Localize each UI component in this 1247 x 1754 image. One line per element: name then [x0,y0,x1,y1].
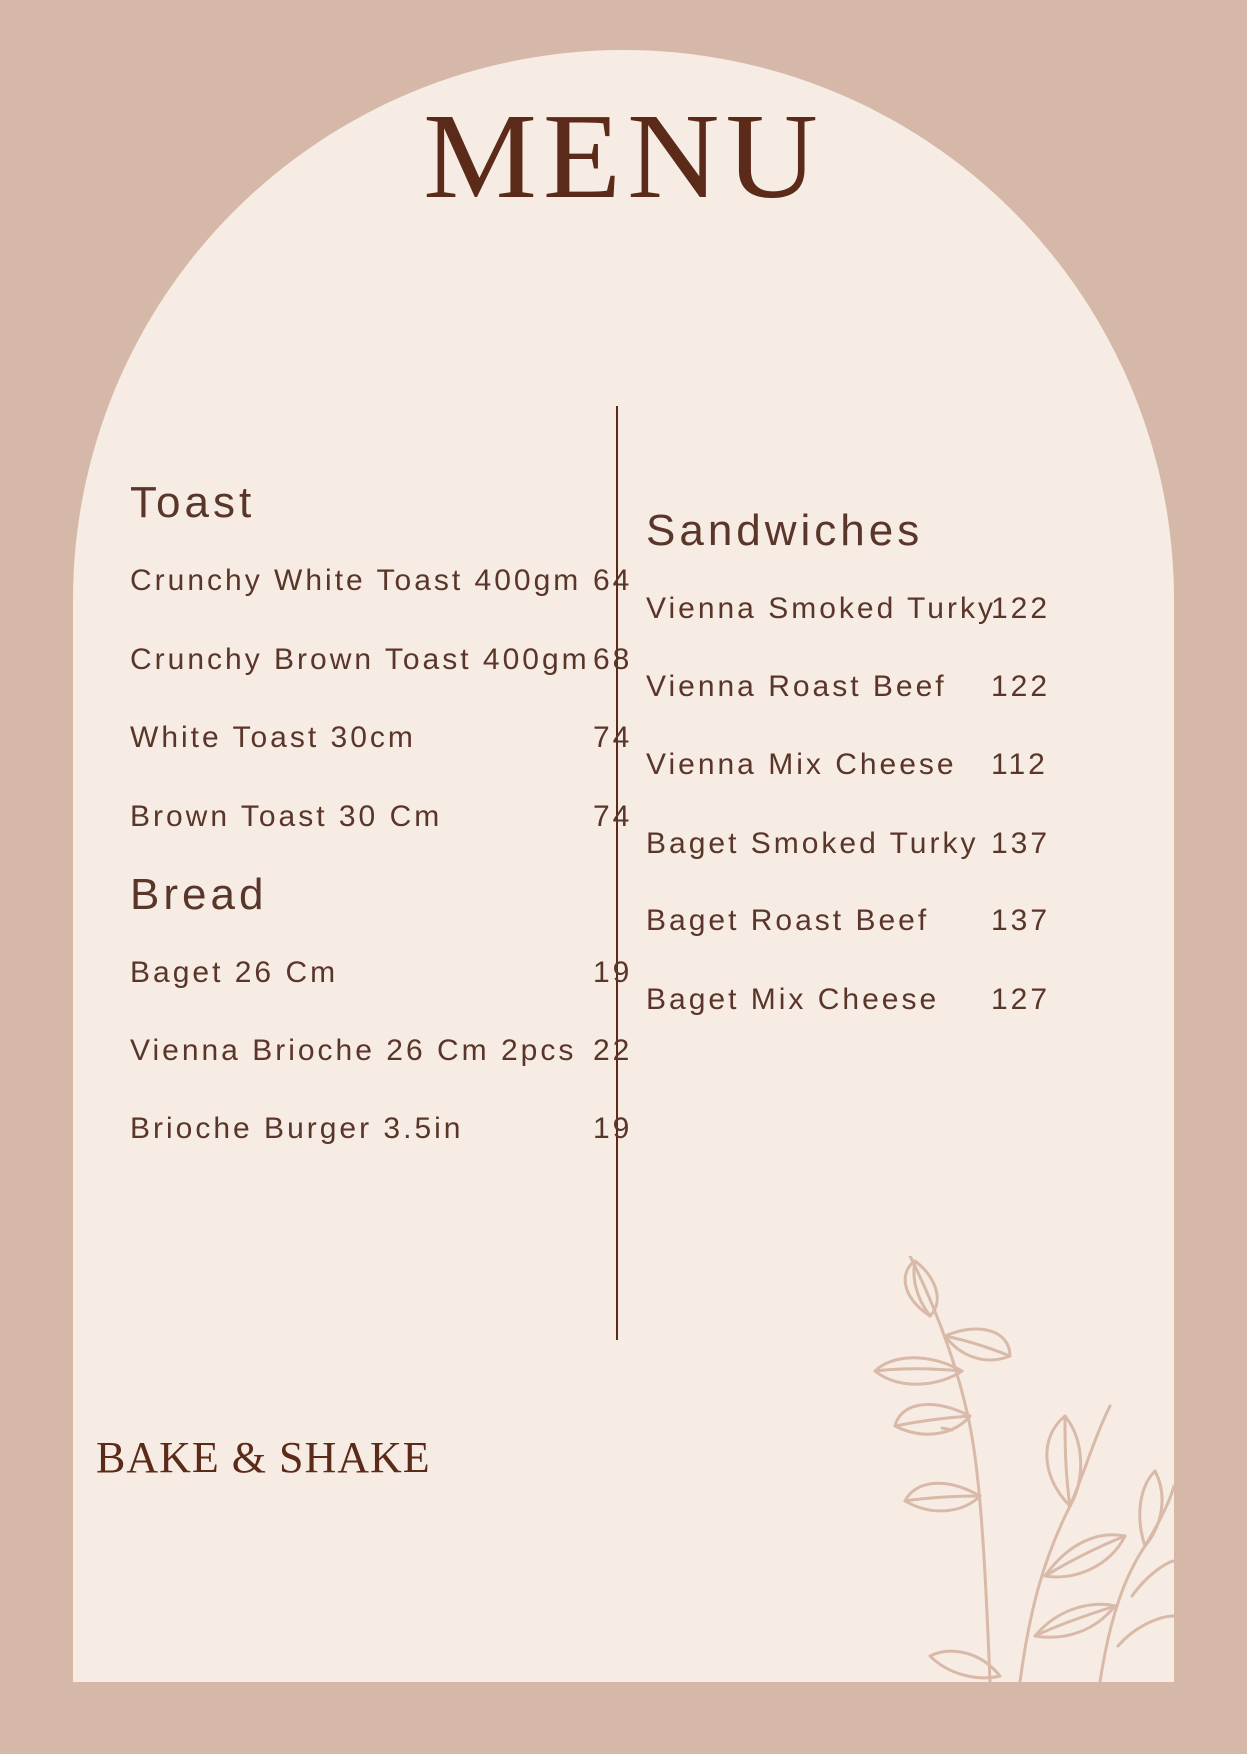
leaf-branch-icon [870,1256,1174,1682]
menu-item-name: Crunchy White Toast 400gm [130,564,582,597]
menu-item-price: 122 [991,592,1051,625]
menu-item-price: 74 [593,721,633,754]
column-divider [616,406,618,1340]
brand-name: BAKE & SHAKE [96,1433,431,1482]
menu-item-price: 19 [593,956,633,989]
menu-item-price: 137 [991,904,1051,937]
menu-item-price: 137 [991,827,1051,860]
menu-item-price: 19 [593,1112,633,1145]
menu-item-price: 68 [593,643,633,676]
menu-item-price: 127 [991,983,1051,1016]
menu-item-name: Baget Roast Beef [646,904,930,937]
menu-item-name: Vienna Mix Cheese [646,748,957,781]
menu-item-name: Brown Toast 30 Cm [130,800,443,833]
menu-item-name: Vienna Brioche 26 Cm 2pcs [130,1034,577,1067]
menu-item-price: 122 [991,670,1051,703]
section-title-sandwiches: Sandwiches [646,506,924,555]
menu-item-name: Vienna Roast Beef [646,670,947,703]
menu-item-name: Baget Smoked Turky [646,827,979,860]
menu-item-name: Brioche Burger 3.5in [130,1112,464,1145]
menu-item-price: 64 [593,564,633,597]
section-title-bread: Bread [130,870,268,919]
menu-item-name: Crunchy Brown Toast 400gm [130,643,590,676]
menu-item-name: Baget 26 Cm [130,956,339,989]
section-title-toast: Toast [130,478,256,527]
menu-title: MENU [423,88,824,224]
menu-item-price: 22 [593,1034,633,1067]
menu-item-name: Baget Mix Cheese [646,983,940,1016]
menu-item-name: White Toast 30cm [130,721,416,754]
menu-item-price: 112 [991,748,1048,781]
menu-item-name: Vienna Smoked Turky [646,592,996,625]
menu-item-price: 74 [593,800,633,833]
